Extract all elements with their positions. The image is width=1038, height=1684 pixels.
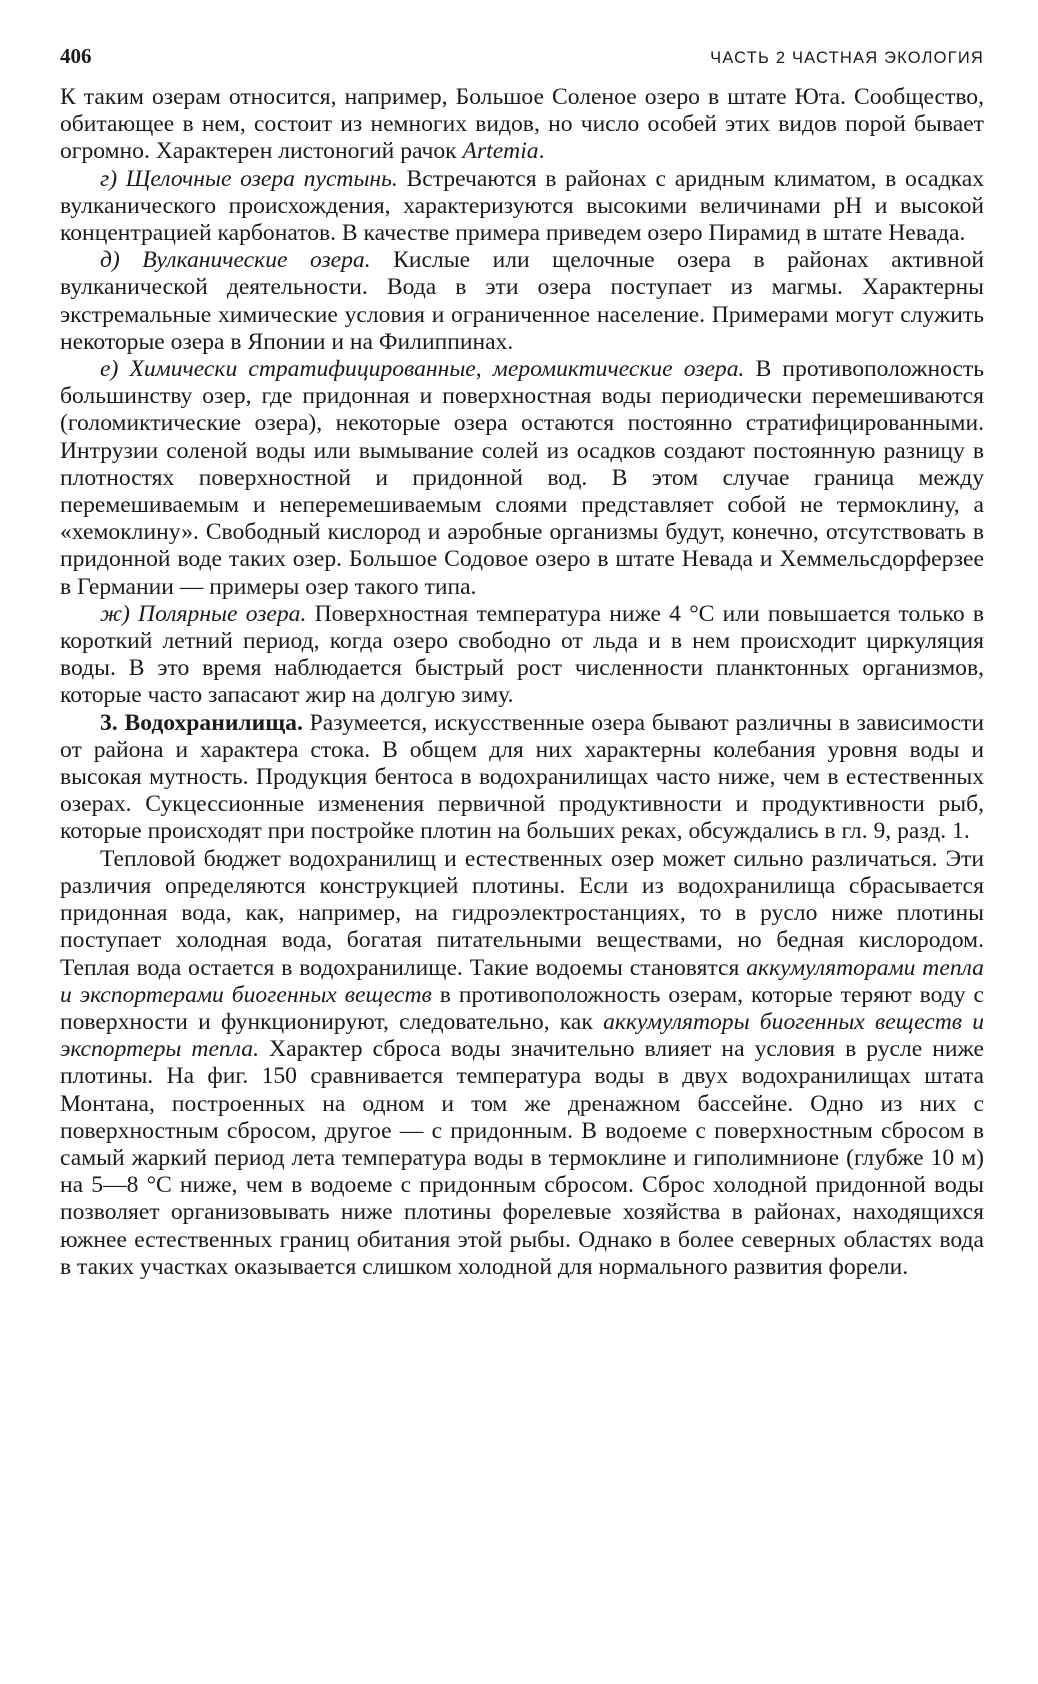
paragraph-reservoirs xyxy=(60,710,984,846)
body-text xyxy=(60,84,984,1281)
species-name: Artemia xyxy=(462,138,539,165)
paragraph-text: Характер сброса воды значительно влияет на условия в русле ниже плотины. На фиг. 150 сравнивается температура воды в двух водохранилищах штата Монтана, построенных на одном и том же дренажном бассейне. Одно из них с поверхностным сбросом, другое — с придонным. В водоеме с поверхностным сбросом в самый жаркий период лета температура воды в термоклине и гиполимнионе (глубже 10 м) на 5—8 °С ниже, чем в водоеме с придонным сбросом. Сброс холодной придонной воды позволяет организовывать ниже плотины форелевые хозяйства в районах, находящихся южнее естественных границ обитания этой рыбы. Однако в более северных областях вода в таких участках оказывается слишком холодной для нормального развития форели. xyxy=(60,1036,984,1280)
emphasis-text: аккумуляторы биогенных веществ и экспортеры тепла. xyxy=(60,1008,985,1063)
paragraph-alkaline-lakes xyxy=(60,166,984,248)
paragraph-text: Встречаются в районах с аридным климатом, в осадках вулканического происхождения, характеризуются высокими величинами pH и высокой концентрацией карбонатов. В качестве примера приведем озеро Пирамид в штате Невада. xyxy=(60,165,984,247)
paragraph-volcanic-lakes xyxy=(60,247,984,356)
paragraph-polar-lakes xyxy=(60,601,984,710)
paragraph-lead: ж) Полярные озера. xyxy=(100,600,307,627)
paragraph-text: К таким озерам относится, например, Большое Соленое озеро в штате Юта. Сообщество, обитающее в нем, состоит из немногих видов, но число особей этих видов порой бывает огромно. Характерен листоногий рачок xyxy=(60,84,984,165)
paragraph-text: в противоположность озерам, которые теряют воду с поверхности и функционируют, следовательно, как xyxy=(60,981,984,1035)
paragraph-text: В противоположность большинству озер, где придонная и поверхностная воды периодически перемешиваются (голомиктические озера), некоторые озера остаются постоянно стратифицированными. Интрузии соленой воды или вымывание солей из осадков создают постоянную разницу в плотностях поверхностной и придонной вод. В этом случае граница между перемешиваемым и неперемешиваемым слоями представляет собой не термоклину, а «хемоклину». Свободный кислород и аэробные организмы будут, конечно, отсутствовать в придонной воде таких озер. Большое Содовое озеро в штате Невада и Хеммельсдорферзее в Германии — примеры озер такого типа. xyxy=(60,356,985,600)
section-heading: 3. Водохранилища. xyxy=(100,709,303,736)
paragraph-lead: д) Вулканические озера. xyxy=(100,247,371,274)
paragraph-meromictic-lakes xyxy=(60,356,984,601)
paragraph-text: Поверхностная температура ниже 4 °С или повышается только в короткий летний период, когда озеро свободно от льда и в нем происходит циркуляция воды. В это время наблюдается быстрый рост численности планктонных организмов, которые часто запасают жир на долгую зиму. xyxy=(60,600,984,709)
paragraph-heat-budget xyxy=(60,846,984,1281)
paragraph-lead: е) Химически стратифицированные, меромиктические озера. xyxy=(100,356,745,383)
paragraph-text: Кислые или щелочные озера в районах активной вулканической деятельности. Вода в эти озера поступает из магмы. Характерны экстремальные химические условия и ограниченное население. Примерами могут служить некоторые озера в Японии и на Филиппинах. xyxy=(60,247,984,355)
paragraph-text: Разумеется, искусственные озера бывают различны в зависимости от района и характера стока. В общем для них характерны колебания уровня воды и высокая мутность. Продукция бентоса в водохранилищах часто ниже, чем в естественных озерах. Сукцессионные изменения первичной продуктивности и продуктивности рыб, которые происходят при постройке плотин на больших реках, обсуждались в гл. 9, разд. 1. xyxy=(60,709,984,845)
emphasis-text: аккумуляторами тепла и экспортерами биогенных веществ xyxy=(60,954,984,1008)
paragraph-tail: . xyxy=(538,138,545,165)
running-title: ЧАСТЬ 2 ЧАСТНАЯ ЭКОЛОГИЯ xyxy=(710,49,984,67)
document-page xyxy=(60,44,984,1281)
paragraph-lead: г) Щелочные озера пустынь. xyxy=(100,165,398,192)
paragraph-salt-lakes xyxy=(60,84,984,166)
paragraph-text: Тепловой бюджет водохранилищ и естественных озер может сильно различаться. Эти различия определяются конструкцией плотины. Если из водохранилища сбрасывается придонная вода, как, например, на гидроэлектростанциях, то в русло ниже плотины поступает холодная вода, богатая питательными веществами, но бедная кислородом. Теплая вода остается в водохранилище. Такие водоемы становятся xyxy=(60,845,984,981)
page-number: 406 xyxy=(60,44,92,68)
page-header xyxy=(60,44,984,84)
